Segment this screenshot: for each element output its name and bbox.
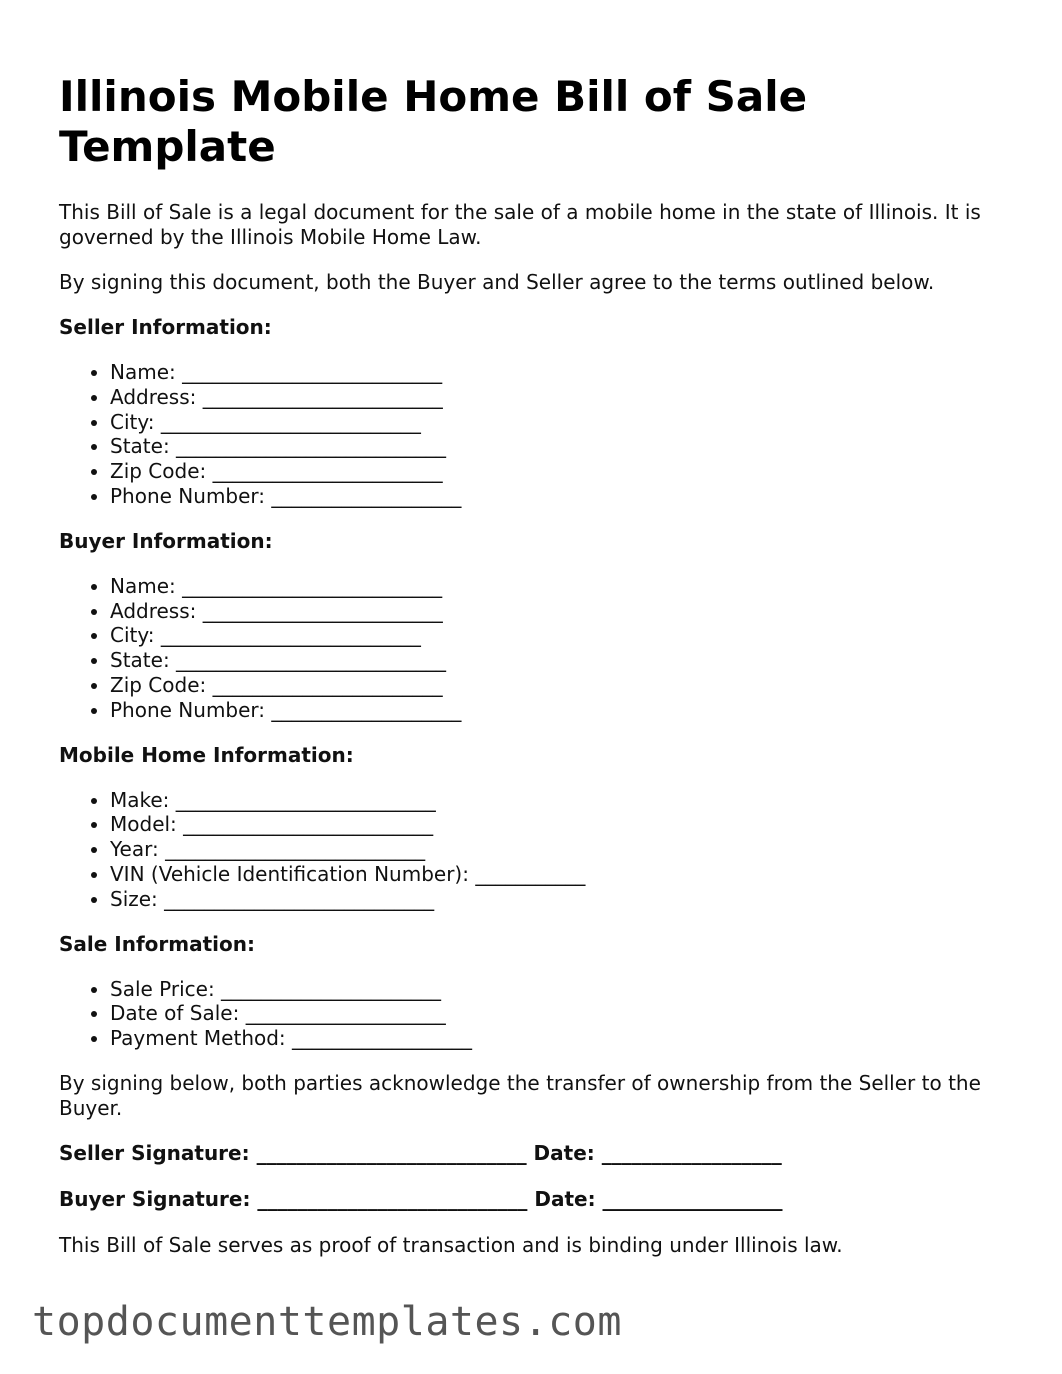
sale-information-heading: Sale Information: [59, 931, 255, 956]
buyer-city-field: • City: __________________________ [110, 623, 1009, 648]
agreement-paragraph: By signing this document, both the Buyer and Seller agree to the terms outlined below. [59, 270, 935, 294]
seller-name-field: • Name: __________________________ [110, 360, 1009, 385]
seller-information-heading: Seller Information: [59, 315, 272, 339]
buyer-zip-field: • Zip Code: _______________________ [110, 673, 1009, 698]
document-page [59, 72, 1009, 1278]
mobile-home-information-list [59, 788, 1009, 912]
seller-state-field: • State: ___________________________ [110, 434, 1009, 459]
buyer-address-field: • Address: ________________________ [110, 599, 1009, 624]
site-watermark: topdocumenttemplates.com [32, 1299, 622, 1345]
closing-paragraph: This Bill of Sale serves as proof of transaction and is binding under Illinois law. [59, 1232, 843, 1257]
buyer-state-field: • State: ___________________________ [110, 648, 1009, 673]
seller-information-list [59, 360, 1009, 509]
mobile-home-year-field: • Year: __________________________ [110, 837, 1009, 862]
seller-signature-line: Seller Signature: ___________________________ Date: __________________ [59, 1140, 782, 1165]
intro-paragraph: This Bill of Sale is a legal document for the sale of a mobile home in the state of Illinois. It is governed by the Illinois Mobile Home Law. [59, 200, 981, 249]
seller-phone-field: • Phone Number: ___________________ [110, 484, 1009, 509]
acknowledgement-paragraph: By signing below, both parties acknowledge the transfer of ownership from the Seller to the Buyer. [59, 1070, 981, 1120]
buyer-information-list [59, 574, 1009, 723]
seller-zip-field: • Zip Code: _______________________ [110, 459, 1009, 484]
mobile-home-information-heading: Mobile Home Information: [59, 742, 354, 767]
seller-address-field: • Address: ________________________ [110, 385, 1009, 410]
mobile-home-size-field: • Size: ___________________________ [110, 887, 1009, 912]
sale-information-list [59, 977, 1009, 1051]
payment-method-field: • Payment Method: __________________ [110, 1026, 1009, 1051]
buyer-signature-line: Buyer Signature: ___________________________ Date: __________________ [59, 1186, 783, 1211]
seller-city-field: • City: __________________________ [110, 410, 1009, 435]
sale-price-field: • Sale Price: ______________________ [110, 977, 1009, 1002]
buyer-information-heading: Buyer Information: [59, 528, 273, 553]
buyer-name-field: • Name: __________________________ [110, 574, 1009, 599]
page-title: Illinois Mobile Home Bill of Sale Template [59, 72, 808, 171]
date-of-sale-field: • Date of Sale: ____________________ [110, 1001, 1009, 1026]
mobile-home-vin-field: • VIN (Vehicle Identification Number): ___________ [110, 862, 1009, 887]
buyer-phone-field: • Phone Number: ___________________ [110, 698, 1009, 723]
mobile-home-make-field: • Make: __________________________ [110, 788, 1009, 813]
mobile-home-model-field: • Model: _________________________ [110, 812, 1009, 837]
